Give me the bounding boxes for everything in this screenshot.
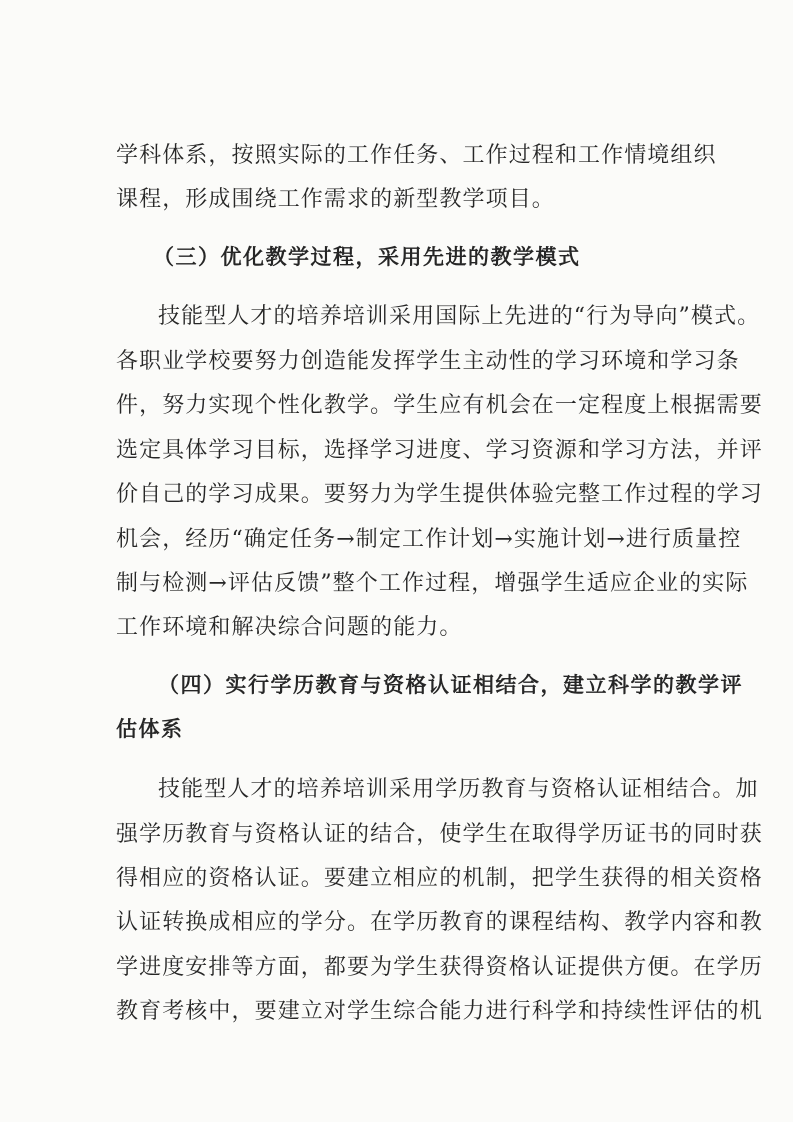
paragraph-line: 认证转换成相应的学分。在学历教育的课程结构、教学内容和教: [116, 910, 763, 935]
paragraph-line: 学科体系，按照实际的工作任务、工作过程和工作情境组织: [116, 143, 717, 168]
paragraph-line: 强学历教育与资格认证的结合，使学生在取得学历证书的同时获: [116, 822, 763, 847]
paragraph-line: 各职业学校要努力创造能发挥学生主动性的学习环境和学习条: [116, 349, 740, 374]
paragraph-line: 课程，形成围绕工作需求的新型教学项目。: [116, 187, 555, 212]
paragraph-line: 教育考核中，要建立对学生综合能力进行科学和持续性评估的机: [116, 999, 763, 1024]
paragraph-line: 价自己的学习成果。要努力为学生提供体验完整工作过程的学习: [116, 482, 763, 507]
paragraph-line: 得相应的资格认证。要建立相应的机制，把学生获得的相关资格: [116, 866, 763, 891]
paragraph-line: 制与检测→评估反馈”整个工作过程，增强学生适应企业的实际: [116, 571, 749, 596]
paragraph-line: 技能型人才的培养培训采用学历教育与资格认证相结合。加: [158, 777, 759, 802]
paragraph-line: 技能型人才的培养培训采用国际上先进的“行为导向”模式。: [158, 304, 761, 329]
section-heading-4-cont: 估体系: [116, 717, 184, 741]
paragraph-line: 学进度安排等方面，都要为学生获得资格认证提供方便。在学历: [116, 955, 763, 980]
section-heading-4: （四）实行学历教育与资格认证相结合，建立科学的教学评: [158, 673, 743, 697]
paragraph-line: 机会，经历“确定任务→制定工作计划→实施计划→进行质量控: [116, 527, 742, 552]
paragraph-line: 选定具体学习目标，选择学习进度、学习资源和学习方法，并评: [116, 438, 763, 463]
section-heading-3: （三）优化教学过程，采用先进的教学模式: [153, 245, 581, 269]
paragraph-line: 工作环境和解决综合问题的能力。: [116, 615, 463, 640]
paragraph-line: 件，努力实现个性化教学。学生应有机会在一定程度上根据需要: [116, 393, 763, 418]
